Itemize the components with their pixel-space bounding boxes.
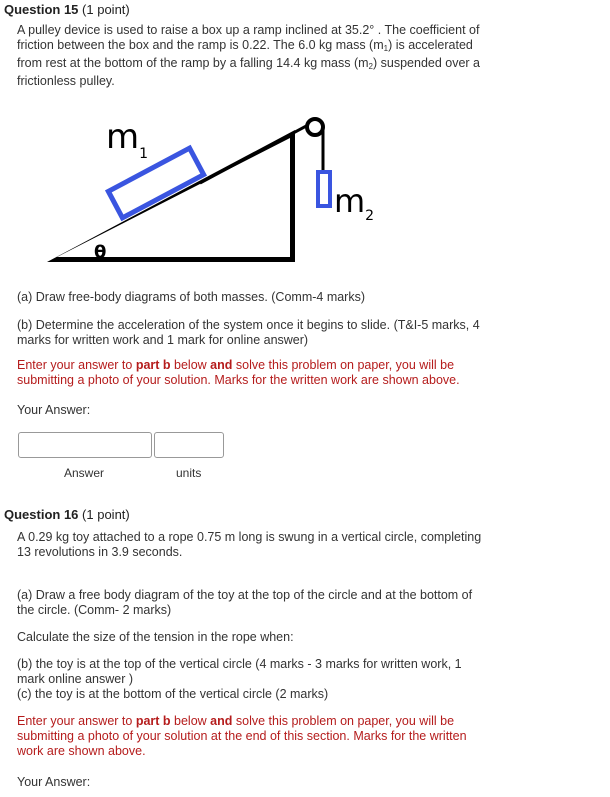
answer-label: Answer — [64, 466, 105, 480]
question-16-title: Question 16 — [4, 507, 79, 522]
q16-calc-prompt: Calculate the size of the tension in the rope when: — [17, 630, 294, 644]
stem-line: from rest at the bottom of the ramp by a falling 14.4 kg mass $(m_2)$ suspended over a — [17, 56, 481, 71]
question-15-header — [4, 2, 130, 17]
q15-your-answer-label: Your Answer: — [17, 403, 91, 417]
question-16-points: (1 point) — [82, 507, 130, 522]
question-16-stem — [17, 530, 497, 560]
q16-part-a: (a) Draw a free body diagram of the toy at the top of the circle and at the bottom of the circle. (Comm- 2 marks) — [17, 588, 473, 617]
question-16-header — [4, 507, 130, 522]
pulley-icon — [307, 119, 323, 135]
q16-submit-notice: Enter your answer to part b below and solve this problem on paper, you will be submitting a photo of your solution at the end of this section. Marks for the written work are shown above. — [17, 714, 467, 758]
stem-line: 13 revolutions in 3.9 seconds. — [17, 545, 183, 559]
units-input[interactable] — [154, 432, 224, 458]
question-15-points: (1 point) — [82, 2, 130, 17]
m2-label: $m_2$ — [334, 182, 375, 224]
pulley-ramp-diagram — [0, 100, 420, 275]
question-15-stem — [17, 23, 497, 89]
question-15-title: Question 15 — [4, 2, 79, 17]
q15-part-a: (a) Draw free-body diagrams of both masses. (Comm-4 marks) — [17, 290, 366, 304]
stem-line: frictionless pulley. — [17, 74, 115, 88]
box-m2 — [318, 172, 330, 206]
q15-part-b: (b) Determine the acceleration of the system once it begins to slide. (T&I-5 marks, 4 marks for written work and 1 mark for online answer) — [17, 318, 480, 347]
q16-part-c: (c) the toy is at the bottom of the vertical circle (2 marks) — [17, 687, 329, 701]
q16-your-answer-label: Your Answer: — [17, 775, 91, 789]
stem-line: A 0.29 kg toy attached to a rope 0.75 m long is swung in a vertical circle, completing — [17, 530, 482, 544]
stem-line: A pulley device is used to raise a box up a ramp inclined at 35.2° . The coefficient of — [17, 23, 480, 37]
m1-label: $m_1$ — [106, 117, 149, 162]
q15-submit-notice: Enter your answer to part b below and solve this problem on paper, you will be submitting a photo of your solution. Marks for the written work are shown above. — [17, 358, 460, 387]
answer-input[interactable] — [18, 432, 152, 458]
stem-line: friction between the box and the ramp is 0.22. The 6.0 kg mass $(m_1)$ is accelerated — [17, 38, 473, 53]
q16-part-b: (b) the toy is at the top of the vertical circle (4 marks - 3 marks for written work, 1 mark online answer ) — [17, 657, 462, 686]
angle-theta-label: θ — [94, 242, 107, 263]
units-label: units — [176, 466, 202, 480]
